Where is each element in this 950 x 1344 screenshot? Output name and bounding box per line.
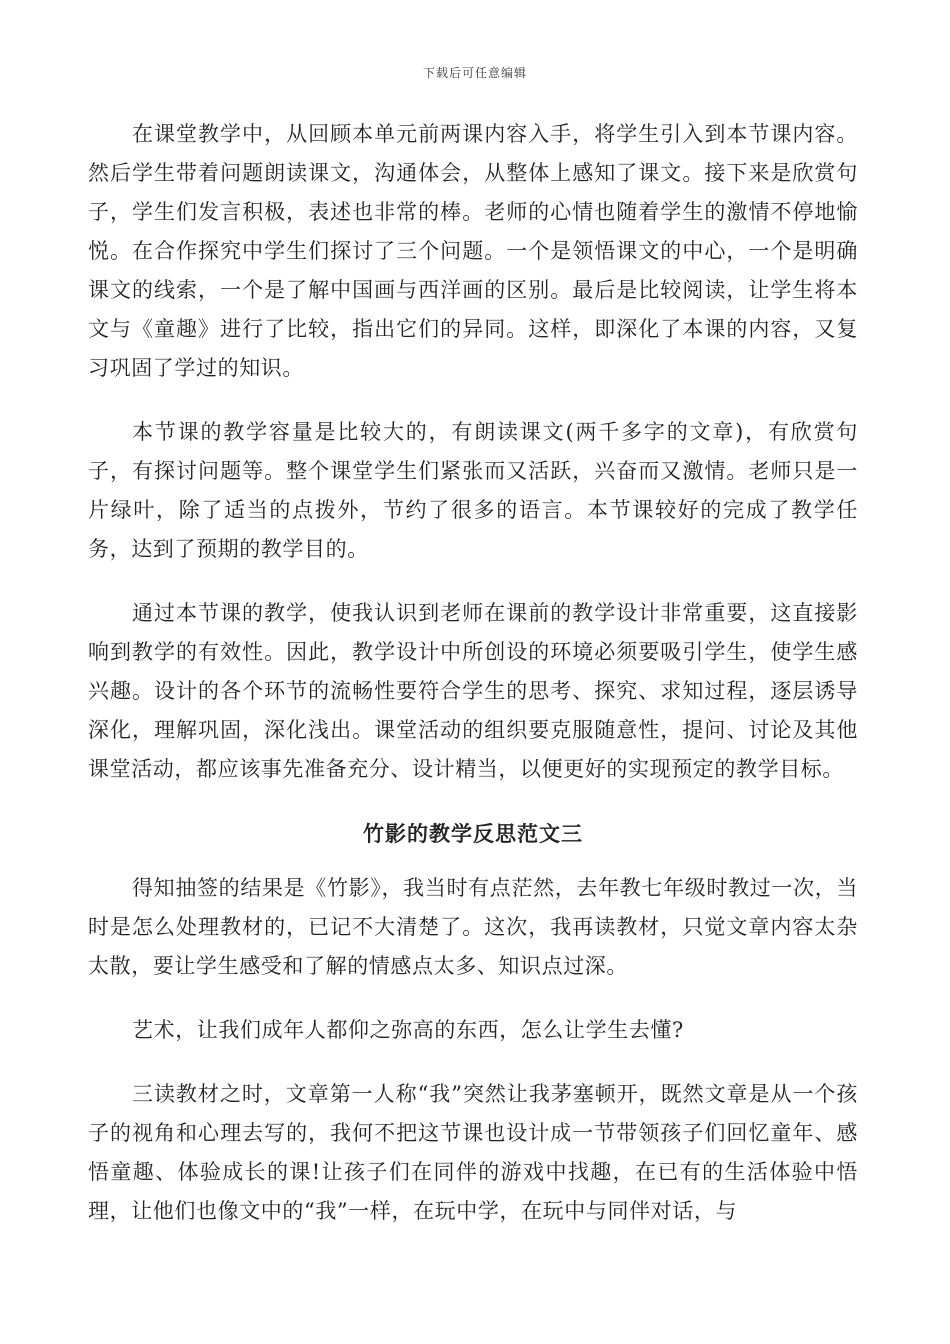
section-heading: 竹影的教学反思范文三 [363,821,583,846]
paragraph: 本节课的教学容量是比较大的，有朗读课文(两千多字的文章)，有欣赏句子，有探讨问题等。整个课堂学生们紧张而又活跃，兴奋而又激情。老师只是一片绿叶，除了适当的点拨外，节约了很多的语言。本节课较好的完成了教学任务，达到了预期的教学目的。 [88,420,858,561]
document-body [88,115,858,1256]
paragraph: 三读教材之时，文章第一人称“我”突然让我茅塞顿开，既然文章是从一个孩子的视角和心理去写的，我何不把这节课也设计成一节带领孩子们回忆童年、感悟童趣、体验成长的课!让孩子们在同伴的游戏中找趣，在已有的生活体验中悟理，让他们也像文中的“我”一样，在玩中学，在玩中与同伴对话，与 [88,1082,858,1223]
paragraph: 在课堂教学中，从回顾本单元前两课内容入手，将学生引入到本节课内容。然后学生带着问题朗读课文，沟通体会，从整体上感知了课文。接下来是欣赏句子，学生们发言积极，表述也非常的棒。老师的心情也随着学生的激情不停地愉悦。在合作探究中学生们探讨了三个问题。一个是领悟课文的中心，一个是明确课文的线索，一个是了解中国画与西洋画的区别。最后是比较阅读，让学生将本文与《童趣》进行了比较，指出它们的异同。这样，即深化了本课的内容，又复习巩固了学过的知识。 [88,122,858,380]
paragraph: 艺术，让我们成年人都仰之弥高的东西，怎么让学生去懂? [132,1018,684,1042]
paragraph: 得知抽签的结果是《竹影》，我当时有点茫然，去年教七年级时教过一次，当时是怎么处理教材的，已记不大清楚了。这次，我再读教材，只觉文章内容太杂太散，要让学生感受和了解的情感点太多、知识点过深。 [88,876,858,978]
page-header: 下载后可任意编辑 [422,66,527,80]
paragraph: 通过本节课的教学，使我认识到老师在课前的教学设计非常重要，这直接影响到教学的有效性。因此，教学设计中所创设的环境必须要吸引学生，使学生感兴趣。设计的各个环节的流畅性要符合学生的思考、探究、求知过程，逐层诱导深化，理解巩固，深化浅出。课堂活动的组织要克服随意性，提问、讨论及其他课堂活动，都应该事先准备充分、设计精当，以便更好的实现预定的教学目标。 [88,601,858,781]
